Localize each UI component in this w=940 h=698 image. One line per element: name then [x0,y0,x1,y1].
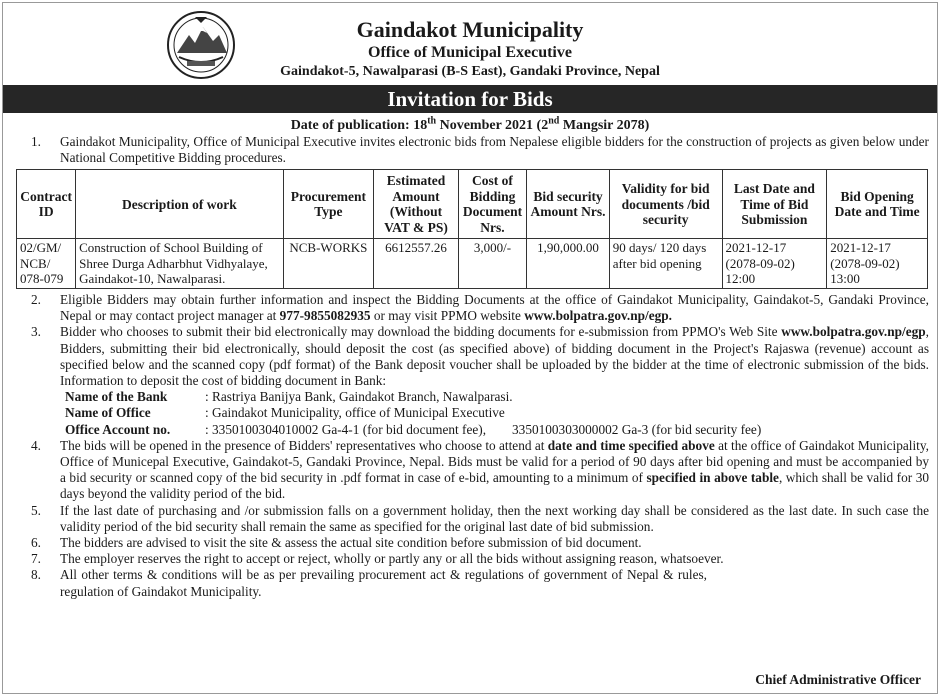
office-address: Gaindakot-5, Nawalparasi (B-S East), Gandaki Province, Nepal [280,64,660,79]
account-value-2: 3350100303000002 Ga-3 (for bid security fee) [512,421,762,437]
clause-emphasis: date and time specified above [547,437,715,453]
clause-number: 7. [31,551,41,567]
bank-details [3,389,937,438]
col-cost-of-bidding: Cost of Bidding Document Nrs. [458,170,526,239]
bank-name-label: Name of the Bank [65,389,168,405]
pub-date-suffix: Mangsir 2078) [559,118,650,133]
bank-name-value: : Rastriya Banijya Bank, Gaindakot Branch, Nawalparasi. [205,389,513,405]
clause-number: 8. [31,567,41,583]
clause-1 [3,134,937,166]
publication-date [3,117,937,134]
bid-table [16,169,928,289]
notice-header [3,3,937,85]
clause-2 [3,292,937,324]
bid-notice [2,2,938,694]
cell-last-date: 2021-12-17 (2078-09-02) 12:00 [722,239,827,289]
clause-number: 5. [31,502,41,518]
clause-text: All other terms & conditions will be as per prevailing procurement act & regulations of government of Nepal & rules, regulation of Gaindakot Municipality. [60,567,707,599]
account-line [65,422,937,438]
clause-7 [3,551,937,567]
clause-4 [3,438,937,503]
clause-text: or may visit PPMO website [370,308,525,324]
clause-text: The bids will be opened in the presence of Bidders' representatives who choose to attend at [60,437,548,453]
contact-phone: 977-9855082935 [279,308,371,324]
office-name-line [65,405,937,421]
organization-name: Gaindakot Municipality [356,17,584,42]
pub-date-sup2: nd [548,115,560,127]
pub-date-mid: November 2021 (2 [436,118,549,133]
bank-name-line [65,389,937,405]
col-contract-id: Contract ID [17,170,76,239]
cell-validity: 90 days/ 120 days after bid opening [609,239,722,289]
office-name: Office of Municipal Executive [368,44,572,61]
clause-text: If the last date of purchasing and /or submission falls on a government holiday, then the next working day shall be considered as the last date. In such case the validity period of the bid security shall remain the same as specified for the original last date of bid submission. [60,502,929,534]
clause-3 [3,324,937,389]
clause-text: Bidder who chooses to submit their bid electronically may download the bidding documents for e-submission from PPMO's Web Site [60,324,782,340]
cell-cost: 3,000/- [458,239,526,289]
col-estimated-amount: Estimated Amount (Without VAT & PS) [374,170,459,239]
clause-text: at the office of Gaindakot Municipality, Office of Municepal Executive, Gaindakot-5, Gandaki Province, Nepal. Bids must be valid for a period of 90 days after bid opening and must be accompanied by a bid security or scanned copy of the bid security in .pdf format in case of e-bid, amounting to a minimum of [60,437,929,486]
pub-date-prefix: Date of publication: 18 [290,118,428,133]
clause-text: The employer reserves the right to accept or reject, wholly or partly any or all the bids without assigning reason, whatsoever. [60,551,724,567]
clause-8 [3,567,937,599]
clause-text: Gaindakot Municipality, Office of Municipal Executive invites electronic bids from Nepalese eligible bidders for the construction of projects as given below under National Competitive Bidding procedures. [60,134,929,166]
account-value-1: : 3350100304010002 Ga-4-1 (for bid document fee), [205,421,487,437]
signatory-title: Chief Administrative Officer [755,672,921,687]
cell-contract-id: 02/GM/ NCB/ 078-079 [17,239,76,289]
office-name-value: : Gaindakot Municipality, office of Municipal Executive [205,405,505,421]
account-label: Office Account no. [65,421,171,437]
clause-text: , which shall be valid for 30 days beyond the validity period of the bid. [60,470,929,502]
col-procurement-type: Procurement Type [283,170,374,239]
cell-description: Construction of School Building of Shree Durga Adharbhut Vidhyalaye, Gaindakot-10, Nawalparasi. [76,239,283,289]
cell-opening: 2021-12-17 (2078-09-02) 13:00 [827,239,928,289]
clause-number: 2. [31,291,41,307]
col-last-date: Last Date and Time of Bid Submission [722,170,827,239]
office-name-label: Name of Office [65,405,151,421]
clause-number: 3. [31,324,41,340]
ppmo-website-link[interactable]: www.bolpatra.gov.np/egp. [524,308,672,324]
cell-security: 1,90,000.00 [527,239,610,289]
col-validity: Validity for bid documents /bid security [609,170,722,239]
notice-title: Invitation for Bids [3,85,937,113]
col-bid-security: Bid security Amount Nrs. [527,170,610,239]
clause-5 [3,503,937,535]
table-header-row [17,170,928,239]
clause-number: 1. [31,134,41,149]
cell-type: NCB-WORKS [283,239,374,289]
clause-number: 6. [31,534,41,550]
clause-6 [3,535,937,551]
col-description: Description of work [76,170,283,239]
table-row [17,239,928,289]
clause-number: 4. [31,437,41,453]
pub-date-sup1: th [427,115,437,127]
clause-emphasis: specified in above table [646,470,779,486]
clause-text: The bidders are advised to visit the site & assess the actual site condition before submission of bid document. [60,534,642,550]
clause-text: Eligible Bidders may obtain further information and inspect the Bidding Documents at the office of Gaindakot Municipality, Gaindakot-5, Gandaki Province, Nepal or may contact project manager at [60,291,929,324]
col-opening-date: Bid Opening Date and Time [827,170,928,239]
cell-amount: 6612557.26 [374,239,459,289]
egp-website-link[interactable]: www.bolpatra.gov.np/egp [781,324,926,340]
municipality-emblem-icon [165,9,237,81]
clause-text: , Bidders, submitting their bid electronically, should deposit the cost (as specified above) of bidding document in the Project's Rajaswa (revenue) account as specified below and the scanned copy (pdf format) of the Bank deposit voucher shall be uploaded by the bidder at the time of electronic submission of the bids. Information to deposit the cost of bidding document in Bank: [60,324,929,388]
